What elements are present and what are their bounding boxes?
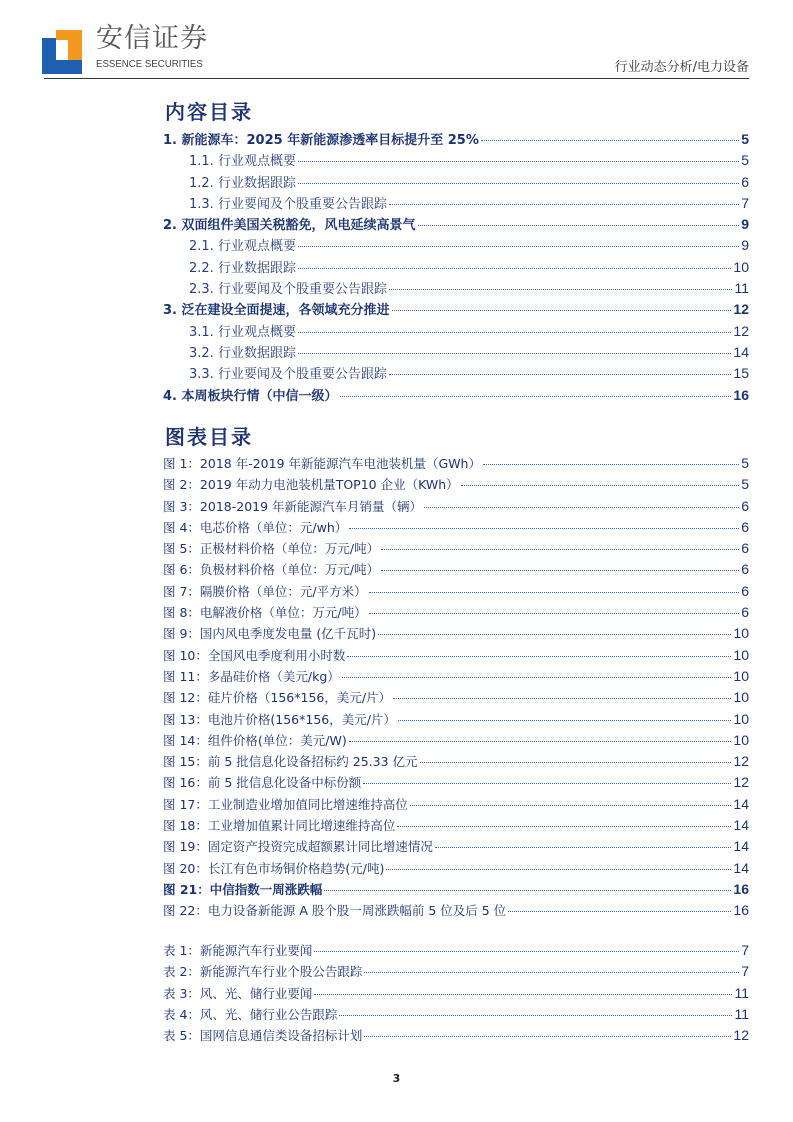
entry-page: 6 <box>741 561 749 578</box>
toc-entry[interactable] <box>163 235 749 256</box>
table-list <box>163 940 749 1046</box>
entry-page: 16 <box>733 386 749 403</box>
entry-page: 10 <box>733 689 749 706</box>
entry-page: 11 <box>734 1005 749 1022</box>
dot-leader <box>369 613 740 614</box>
toc-entry[interactable] <box>163 709 749 730</box>
toc-entry[interactable] <box>163 645 749 666</box>
entry-label: 表 1：新能源汽车行业要闻 <box>163 943 313 958</box>
entry-label: 3.2. 行业数据跟踪 <box>189 345 296 361</box>
toc-entry[interactable] <box>163 961 749 982</box>
entry-label: 图 8：电解液价格（单位：万元/吨） <box>163 605 367 621</box>
toc-entry[interactable] <box>163 363 749 384</box>
entry-label: 1.2. 行业数据跟踪 <box>189 175 296 191</box>
entry-label: 图 4：电芯价格（单位：元/wh） <box>163 519 348 535</box>
dot-leader <box>298 332 731 333</box>
dot-leader <box>349 741 732 742</box>
toc-entry[interactable] <box>163 623 749 644</box>
toc-entry[interactable] <box>163 1025 749 1046</box>
entry-label: 3.3. 行业要闻及个股重要公告跟踪 <box>189 367 387 383</box>
toc-entry[interactable] <box>163 772 749 793</box>
entry-label: 图 18：工业增加值累计同比增速维持高位 <box>163 818 396 834</box>
toc-title: 内容目录 <box>165 100 253 124</box>
entry-label: 图 20：长江有色市场铜价格趋势(元/吨) <box>163 860 385 876</box>
entry-label: 图 3：2018-2019 年新能源汽车月销量（辆） <box>163 498 423 514</box>
entry-label: 图 22：电力设备新能源 A 股个股一周涨跌幅前 5 位及后 5 位 <box>163 903 507 919</box>
toc-entry[interactable] <box>163 900 749 921</box>
entry-page: 10 <box>733 731 749 748</box>
entry-page: 10 <box>733 710 749 727</box>
dot-leader <box>389 289 733 290</box>
entry-label: 图 21：中信指数一周涨跌幅 <box>163 881 323 897</box>
toc-entry[interactable] <box>163 538 749 559</box>
toc-entry[interactable] <box>163 581 749 602</box>
toc-entry[interactable] <box>163 385 749 406</box>
entry-page: 10 <box>733 625 749 642</box>
entry-page: 6 <box>741 518 749 535</box>
entry-page: 6 <box>741 497 749 514</box>
toc-entry[interactable] <box>163 1004 749 1025</box>
dot-leader <box>298 183 739 184</box>
entry-page: 16 <box>733 902 749 919</box>
entry-label: 图 7：隔膜价格（单位：元/平方米） <box>163 583 367 599</box>
toc-entry[interactable] <box>163 496 749 517</box>
entry-label: 图 17：工业制造业增加值同比增速维持高位 <box>163 796 408 812</box>
entry-label: 图 5：正极材料价格（单位：万元/吨） <box>163 541 380 557</box>
entry-page: 6 <box>741 582 749 599</box>
entry-page: 6 <box>741 173 749 190</box>
dot-leader <box>340 396 732 397</box>
entry-label: 图 10：全国风电季度利用小时数 <box>163 647 346 663</box>
toc-entry[interactable] <box>163 129 749 150</box>
entry-label: 图 14：组件价格(单位：美元/W) <box>163 732 347 748</box>
dot-leader <box>508 911 731 912</box>
dot-leader <box>347 656 731 657</box>
brand-name-en: ESSENCE SECURITIES <box>96 58 203 70</box>
toc-entry[interactable] <box>163 815 749 836</box>
entry-label: 图 9：国内风电季度发电量 (亿千瓦时) <box>163 626 377 642</box>
entry-page: 9 <box>741 237 749 254</box>
entry-label: 1. 新能源车：2025 年新能源渗透率目标提升至 25% <box>163 133 479 148</box>
entry-page: 6 <box>741 540 749 557</box>
entry-label: 表 2：新能源汽车行业个股公告跟踪 <box>163 964 363 980</box>
entry-page: 11 <box>734 984 749 1001</box>
dot-leader <box>363 783 731 784</box>
dot-leader <box>483 464 739 465</box>
toc-entry[interactable] <box>163 666 749 687</box>
entry-label: 图 6：负极材料价格（单位：万元/吨） <box>163 562 380 578</box>
toc-entry[interactable] <box>163 299 749 320</box>
toc-entry[interactable] <box>163 836 749 857</box>
entry-page: 10 <box>733 258 749 275</box>
entry-label: 图 2：2019 年动力电池装机量TOP10 企业（KWh） <box>163 477 459 493</box>
entry-label: 图 1：2018 年-2019 年新能源汽车电池装机量（GWh） <box>163 456 481 471</box>
dot-leader <box>392 310 732 311</box>
dot-leader <box>481 140 739 141</box>
toc-list <box>163 129 749 406</box>
toc-entry[interactable] <box>163 453 749 474</box>
entry-label: 图 12：硅片价格（156*156，美元/片） <box>163 690 392 706</box>
entry-page: 14 <box>733 817 749 834</box>
entry-label: 图 11：多晶硅价格（美元/kg） <box>163 668 340 684</box>
toc-entry[interactable] <box>163 858 749 879</box>
toc-entry[interactable] <box>163 687 749 708</box>
toc-entry[interactable] <box>163 321 749 342</box>
entry-label: 2.3. 行业要闻及个股重要公告跟踪 <box>189 282 387 298</box>
toc-entry[interactable] <box>163 342 749 363</box>
entry-page: 11 <box>734 280 749 297</box>
entry-label: 表 3：风、光、储行业要闻 <box>163 985 313 1001</box>
toc-entry[interactable] <box>163 983 749 1004</box>
dot-leader <box>364 1036 731 1037</box>
dot-leader <box>386 869 731 870</box>
entry-page: 7 <box>741 963 749 980</box>
dot-leader <box>381 549 739 550</box>
toc-entry[interactable] <box>163 172 749 193</box>
entry-page: 14 <box>733 859 749 876</box>
dot-leader <box>389 204 739 205</box>
dot-leader <box>298 353 731 354</box>
page-number: 3 <box>392 1072 401 1085</box>
dot-leader <box>298 268 731 269</box>
entry-label: 表 4：风、光、储行业公告跟踪 <box>163 1006 338 1022</box>
entry-page: 5 <box>741 455 749 471</box>
entry-label: 图 19：固定资产投资完成超额累计同比增速情况 <box>163 839 433 855</box>
toc-entry[interactable] <box>163 150 749 171</box>
dot-leader <box>324 890 731 891</box>
toc-entry[interactable] <box>163 474 749 495</box>
entry-page: 5 <box>741 152 749 169</box>
dot-leader <box>424 507 739 508</box>
entry-page: 10 <box>733 667 749 684</box>
entry-page: 12 <box>733 322 749 339</box>
dot-leader <box>314 994 732 995</box>
toc-entry[interactable] <box>163 278 749 299</box>
entry-label: 图 13：电池片价格(156*156，美元/片） <box>163 711 396 727</box>
dot-leader <box>378 634 731 635</box>
dot-leader <box>314 951 739 952</box>
dot-leader <box>342 677 732 678</box>
entry-label: 图 15：前 5 批信息化设备招标约 25.33 亿元 <box>163 754 418 770</box>
toc-entry[interactable] <box>163 214 749 235</box>
entry-page: 12 <box>733 753 749 770</box>
dot-leader <box>381 570 739 571</box>
dot-leader <box>435 847 732 848</box>
toc-entry[interactable] <box>163 940 749 961</box>
dot-leader <box>364 972 739 973</box>
entry-label: 3. 泛在建设全面提速，各领域充分推进 <box>163 303 390 319</box>
figures-title: 图表目录 <box>165 425 253 449</box>
entry-label: 1.1. 行业观点概要 <box>189 154 296 170</box>
entry-label: 图 16：前 5 批信息化设备中标份额 <box>163 775 362 791</box>
entry-label: 2. 双面组件美国关税豁免，风电延续高景气 <box>163 218 416 234</box>
toc-entry[interactable] <box>163 794 749 815</box>
entry-page: 14 <box>733 343 749 360</box>
entry-page: 16 <box>733 880 749 897</box>
entry-page: 7 <box>741 194 749 211</box>
dot-leader <box>349 528 739 529</box>
toc-entry[interactable] <box>163 602 749 623</box>
entry-label: 3.1. 行业观点概要 <box>189 324 296 340</box>
entry-page: 9 <box>741 216 749 233</box>
entry-page: 5 <box>741 131 749 147</box>
entry-label: 表 5：国网信息通信类设备招标计划 <box>163 1028 363 1044</box>
entry-page: 14 <box>733 838 749 855</box>
toc-entry[interactable] <box>163 559 749 580</box>
report-category: 行业动态分析/电力设备 <box>614 60 749 75</box>
header-divider <box>44 78 749 79</box>
entry-page: 6 <box>741 604 749 621</box>
toc-entry[interactable] <box>163 257 749 278</box>
dot-leader <box>369 592 740 593</box>
toc-entry[interactable] <box>163 879 749 900</box>
entry-page: 5 <box>741 476 749 493</box>
entry-page: 15 <box>733 365 749 382</box>
entry-page: 10 <box>733 646 749 663</box>
entry-label: 1.3. 行业要闻及个股重要公告跟踪 <box>189 196 387 212</box>
dot-leader <box>397 826 731 827</box>
toc-entry[interactable] <box>163 730 749 751</box>
dot-leader <box>398 720 731 721</box>
dot-leader <box>420 762 732 763</box>
essence-logo <box>42 30 92 74</box>
figure-list <box>163 453 749 922</box>
toc-entry[interactable] <box>163 751 749 772</box>
toc-entry[interactable] <box>163 517 749 538</box>
entry-label: 2.1. 行业观点概要 <box>189 239 296 255</box>
dot-leader <box>418 225 740 226</box>
dot-leader <box>298 246 739 247</box>
dot-leader <box>393 698 731 699</box>
entry-page: 12 <box>733 1027 749 1044</box>
dot-leader <box>410 805 732 806</box>
entry-page: 12 <box>733 774 749 791</box>
dot-leader <box>461 485 740 486</box>
toc-entry[interactable] <box>163 193 749 214</box>
entry-page: 12 <box>733 301 749 318</box>
entry-page: 7 <box>741 942 749 958</box>
dot-leader <box>298 161 739 162</box>
entry-page: 14 <box>733 795 749 812</box>
dot-leader <box>339 1015 732 1016</box>
entry-label: 4. 本周板块行情（中信一级） <box>163 388 338 404</box>
dot-leader <box>389 374 731 375</box>
brand-name-cn: 安信证券 <box>96 23 208 54</box>
entry-label: 2.2. 行业数据跟踪 <box>189 260 296 276</box>
